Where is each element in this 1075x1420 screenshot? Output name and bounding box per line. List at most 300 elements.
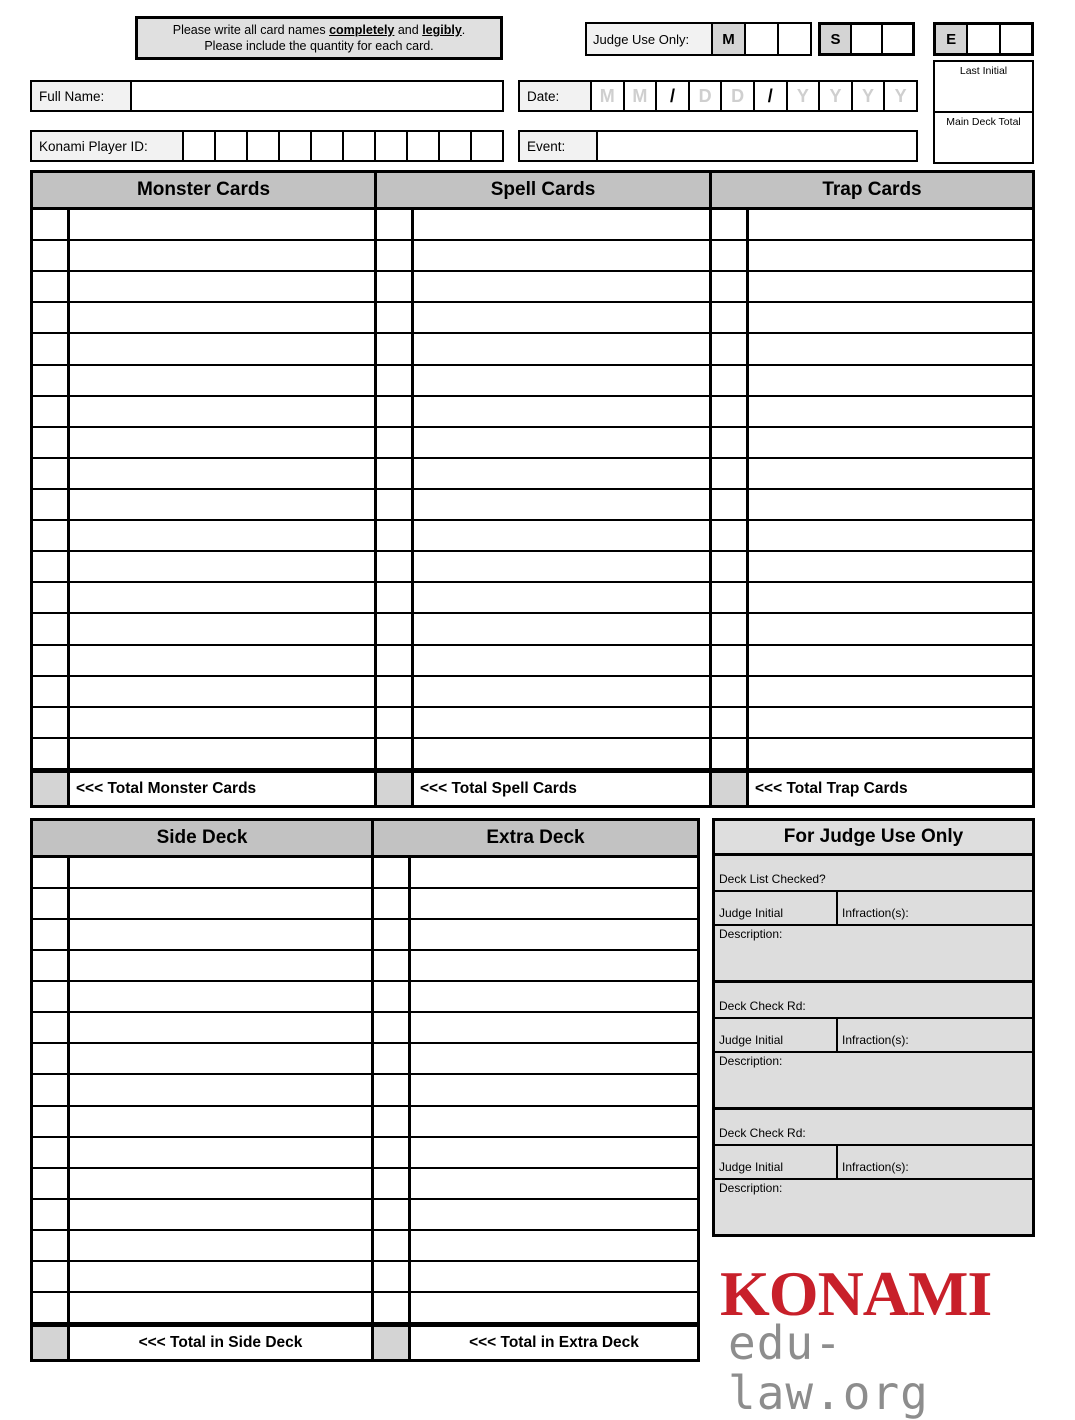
- monster-quantity-input-7[interactable]: [33, 397, 70, 426]
- instructions-line-1-part-e: .: [461, 23, 466, 37]
- side-quantity-input-4[interactable]: [33, 951, 70, 980]
- extra-card-name-input-3[interactable]: [411, 920, 697, 949]
- monster-quantity-input-16[interactable]: [33, 677, 70, 706]
- konami-player-id-box-10[interactable]: [472, 132, 502, 160]
- extra-quantity-input-7[interactable]: [374, 1044, 411, 1073]
- spell-card-name-input-15[interactable]: [414, 646, 709, 675]
- spell-quantity-input-15[interactable]: [377, 646, 414, 675]
- instructions-emphasis-legibly: legibly: [422, 23, 462, 37]
- extra-card-name-input-10[interactable]: [411, 1138, 697, 1167]
- side-card-name-input-1[interactable]: [70, 858, 371, 887]
- table-row: [712, 614, 1032, 645]
- extra-quantity-input-4[interactable]: [374, 951, 411, 980]
- trap-card-name-input-3[interactable]: [749, 272, 1032, 301]
- konami-player-id-box-7[interactable]: [376, 132, 408, 160]
- extra-quantity-input-5[interactable]: [374, 982, 411, 1011]
- spell-quantity-input-9[interactable]: [377, 459, 414, 488]
- table-row: [377, 241, 709, 272]
- spell-rows: [377, 210, 709, 770]
- extra-card-name-input-7[interactable]: [411, 1044, 697, 1073]
- event-label: Event:: [520, 132, 598, 160]
- judge-s-blank-2[interactable]: [881, 25, 912, 53]
- side-total-input[interactable]: [33, 1327, 70, 1359]
- side-card-name-input-3[interactable]: [70, 920, 371, 949]
- monster-total-label: <<< Total Monster Cards: [76, 780, 257, 797]
- judge-block-1-description[interactable]: Description:: [719, 927, 783, 941]
- trap-quantity-input-5[interactable]: [712, 334, 749, 363]
- main-deck-total-cell[interactable]: [935, 113, 1032, 162]
- side-quantity-input-5[interactable]: [33, 982, 70, 1011]
- date-box-5[interactable]: D: [722, 82, 755, 110]
- trap-card-name-input-1[interactable]: [749, 210, 1032, 239]
- extra-total-input[interactable]: [374, 1327, 411, 1359]
- extra-card-name-input-6[interactable]: [411, 1013, 697, 1042]
- table-row: [377, 521, 709, 552]
- trap-quantity-input-4[interactable]: [712, 303, 749, 332]
- spell-card-name-input-7[interactable]: [414, 397, 709, 426]
- konami-player-id-box-9[interactable]: [440, 132, 472, 160]
- side-quantity-input-12[interactable]: [33, 1200, 70, 1229]
- extra-quantity-input-1[interactable]: [374, 858, 411, 887]
- side-card-name-input-8[interactable]: [70, 1075, 371, 1104]
- monster-card-name-input-13[interactable]: [70, 583, 374, 612]
- table-row: [33, 614, 374, 645]
- table-row: [712, 552, 1032, 583]
- monster-quantity-input-11[interactable]: [33, 521, 70, 550]
- spell-quantity-input-14[interactable]: [377, 614, 414, 643]
- monster-quantity-input-3[interactable]: [33, 272, 70, 301]
- spell-card-name-input-12[interactable]: [414, 552, 709, 581]
- table-row: [33, 210, 374, 241]
- trap-card-name-input-9[interactable]: [749, 459, 1032, 488]
- side-card-name-input-10[interactable]: [70, 1138, 371, 1167]
- trap-total-input[interactable]: [712, 773, 749, 805]
- table-row: [33, 889, 371, 920]
- trap-card-name-input-4[interactable]: [749, 303, 1032, 332]
- trap-quantity-input-7[interactable]: [712, 397, 749, 426]
- extra-quantity-input-10[interactable]: [374, 1138, 411, 1167]
- extra-card-name-input-14[interactable]: [411, 1262, 697, 1291]
- date-row: [518, 80, 918, 112]
- judge-block-2-description[interactable]: Description:: [719, 1054, 783, 1068]
- table-row: [712, 428, 1032, 459]
- date-box-2[interactable]: M: [625, 82, 658, 110]
- table-row: [374, 1231, 697, 1262]
- spell-card-name-input-13[interactable]: [414, 583, 709, 612]
- trap-card-name-input-16[interactable]: [749, 677, 1032, 706]
- monster-card-name-input-10[interactable]: [70, 490, 374, 519]
- extra-card-name-input-13[interactable]: [411, 1231, 697, 1260]
- trap-quantity-input-16[interactable]: [712, 677, 749, 706]
- spell-card-name-input-16[interactable]: [414, 677, 709, 706]
- trap-quantity-input-10[interactable]: [712, 490, 749, 519]
- side-card-name-input-12[interactable]: [70, 1200, 371, 1229]
- table-row: [377, 708, 709, 739]
- table-row: [374, 1262, 697, 1293]
- trap-quantity-input-11[interactable]: [712, 521, 749, 550]
- table-row: [374, 1138, 697, 1169]
- side-quantity-input-11[interactable]: [33, 1169, 70, 1198]
- spell-card-name-input-11[interactable]: [414, 521, 709, 550]
- side-total-label: <<< Total in Side Deck: [138, 1334, 303, 1351]
- spell-total-label: <<< Total Spell Cards: [420, 780, 577, 797]
- monster-quantity-input-8[interactable]: [33, 428, 70, 457]
- judge-block-3-infractions[interactable]: Infraction(s):: [842, 1160, 909, 1174]
- trap-quantity-input-2[interactable]: [712, 241, 749, 270]
- extra-card-name-input-4[interactable]: [411, 951, 697, 980]
- judge-block-3-description[interactable]: Description:: [719, 1181, 783, 1195]
- extra-quantity-input-15[interactable]: [374, 1293, 411, 1322]
- extra-quantity-input-6[interactable]: [374, 1013, 411, 1042]
- monster-card-name-input-12[interactable]: [70, 552, 374, 581]
- trap-card-name-input-7[interactable]: [749, 397, 1032, 426]
- table-row: [374, 889, 697, 920]
- monster-quantity-input-17[interactable]: [33, 708, 70, 737]
- konami-player-id-box-1[interactable]: [184, 132, 216, 160]
- spell-quantity-input-7[interactable]: [377, 397, 414, 426]
- judge-s-code: S: [821, 25, 850, 53]
- instructions-emphasis-completely: completely: [329, 23, 395, 37]
- table-row: [374, 920, 697, 951]
- table-row: [33, 303, 374, 334]
- judge-blocks-host: [715, 856, 1032, 1234]
- date-separator-2: /: [755, 82, 788, 110]
- table-row: [712, 459, 1032, 490]
- spell-card-name-input-14[interactable]: [414, 614, 709, 643]
- side-quantity-input-8[interactable]: [33, 1075, 70, 1104]
- table-row: [33, 521, 374, 552]
- spell-quantity-input-17[interactable]: [377, 708, 414, 737]
- judge-block-1-title[interactable]: Deck List Checked?: [715, 856, 1032, 892]
- trap-quantity-input-15[interactable]: [712, 646, 749, 675]
- spell-quantity-input-6[interactable]: [377, 366, 414, 395]
- trap-quantity-input-13[interactable]: [712, 583, 749, 612]
- full-name-row: [30, 80, 504, 112]
- table-row: [377, 272, 709, 303]
- monster-card-name-input-3[interactable]: [70, 272, 374, 301]
- trap-card-name-input-6[interactable]: [749, 366, 1032, 395]
- spell-quantity-input-11[interactable]: [377, 521, 414, 550]
- event-input[interactable]: [598, 132, 916, 160]
- extra-card-name-input-15[interactable]: [411, 1293, 697, 1322]
- konami-player-id-box-4[interactable]: [280, 132, 312, 160]
- table-row: [33, 552, 374, 583]
- extra-quantity-input-9[interactable]: [374, 1107, 411, 1136]
- trap-cards-column: [712, 173, 1032, 805]
- trap-card-name-input-11[interactable]: [749, 521, 1032, 550]
- extra-quantity-input-2[interactable]: [374, 889, 411, 918]
- instructions-line-1-part-c: and: [394, 23, 423, 37]
- for-judge-use-only-title: For Judge Use Only: [715, 821, 1032, 856]
- table-row: [377, 397, 709, 428]
- table-row: [33, 739, 374, 770]
- judge-block-1-judge-initial[interactable]: Judge Initial: [715, 892, 838, 924]
- instructions-line-1: [173, 22, 466, 38]
- side-quantity-input-7[interactable]: [33, 1044, 70, 1073]
- table-row: [33, 708, 374, 739]
- side-column-header: Side Deck: [33, 821, 371, 858]
- extra-card-name-input-11[interactable]: [411, 1169, 697, 1198]
- trap-quantity-input-6[interactable]: [712, 366, 749, 395]
- side-card-name-input-11[interactable]: [70, 1169, 371, 1198]
- table-row: [374, 858, 697, 889]
- side-quantity-input-3[interactable]: [33, 920, 70, 949]
- spell-card-name-input-2[interactable]: [414, 241, 709, 270]
- table-row: [712, 583, 1032, 614]
- date-box-7[interactable]: Y: [788, 82, 821, 110]
- side-quantity-input-10[interactable]: [33, 1138, 70, 1167]
- extra-quantity-input-12[interactable]: [374, 1200, 411, 1229]
- side-card-name-input-15[interactable]: [70, 1293, 371, 1322]
- table-row: [374, 1075, 697, 1106]
- extra-quantity-input-8[interactable]: [374, 1075, 411, 1104]
- spell-quantity-input-8[interactable]: [377, 428, 414, 457]
- spell-quantity-input-5[interactable]: [377, 334, 414, 363]
- spell-card-name-input-8[interactable]: [414, 428, 709, 457]
- table-row: [33, 241, 374, 272]
- trap-quantity-input-12[interactable]: [712, 552, 749, 581]
- table-row: [33, 1169, 371, 1200]
- monster-card-name-input-17[interactable]: [70, 708, 374, 737]
- judge-block-2-infractions[interactable]: Infraction(s):: [842, 1033, 909, 1047]
- konami-player-id-box-6[interactable]: [344, 132, 376, 160]
- trap-quantity-input-14[interactable]: [712, 614, 749, 643]
- judge-s-blank-1[interactable]: [850, 25, 881, 53]
- table-row: [712, 397, 1032, 428]
- table-row: [374, 1200, 697, 1231]
- spell-quantity-input-4[interactable]: [377, 303, 414, 332]
- table-row: [712, 646, 1032, 677]
- table-row: [33, 951, 371, 982]
- judge-m-blank-2[interactable]: [777, 24, 810, 54]
- monster-card-name-input-18[interactable]: [70, 739, 374, 768]
- judge-use-only-s-group: [818, 22, 915, 56]
- monster-quantity-input-13[interactable]: [33, 583, 70, 612]
- monster-quantity-input-2[interactable]: [33, 241, 70, 270]
- spell-total-input[interactable]: [377, 773, 414, 805]
- side-card-name-input-6[interactable]: [70, 1013, 371, 1042]
- side-quantity-input-2[interactable]: [33, 889, 70, 918]
- table-row: [377, 739, 709, 770]
- trap-total-label: <<< Total Trap Cards: [755, 780, 908, 797]
- table-row: [377, 210, 709, 241]
- judge-e-blank-1[interactable]: [966, 25, 998, 53]
- monster-quantity-input-12[interactable]: [33, 552, 70, 581]
- trap-card-name-input-10[interactable]: [749, 490, 1032, 519]
- side-quantity-input-13[interactable]: [33, 1231, 70, 1260]
- table-row: [374, 1044, 697, 1075]
- monster-card-name-input-7[interactable]: [70, 397, 374, 426]
- judge-block-1-infractions[interactable]: Infraction(s):: [842, 906, 909, 920]
- judge-m-blank-1[interactable]: [744, 24, 777, 54]
- side-card-name-input-13[interactable]: [70, 1231, 371, 1260]
- extra-quantity-input-13[interactable]: [374, 1231, 411, 1260]
- trap-quantity-input-1[interactable]: [712, 210, 749, 239]
- judge-block-2: [715, 983, 1032, 1110]
- table-row: [33, 982, 371, 1013]
- trap-card-name-input-2[interactable]: [749, 241, 1032, 270]
- table-row: [712, 521, 1032, 552]
- trap-quantity-input-17[interactable]: [712, 708, 749, 737]
- extra-total-label: <<< Total in Extra Deck: [469, 1334, 639, 1351]
- table-row: [33, 272, 374, 303]
- spell-card-name-input-9[interactable]: [414, 459, 709, 488]
- trap-card-name-input-15[interactable]: [749, 646, 1032, 675]
- spell-quantity-input-16[interactable]: [377, 677, 414, 706]
- side-quantity-input-6[interactable]: [33, 1013, 70, 1042]
- table-row: [377, 303, 709, 334]
- monster-card-name-input-15[interactable]: [70, 646, 374, 675]
- extra-quantity-input-14[interactable]: [374, 1262, 411, 1291]
- table-row: [33, 334, 374, 365]
- side-quantity-input-14[interactable]: [33, 1262, 70, 1291]
- monster-cards-column: [33, 173, 377, 805]
- table-row: [33, 366, 374, 397]
- konami-player-id-box-8[interactable]: [408, 132, 440, 160]
- table-row: [712, 490, 1032, 521]
- date-box-10[interactable]: Y: [894, 85, 907, 106]
- monster-quantity-input-9[interactable]: [33, 459, 70, 488]
- spell-card-name-input-4[interactable]: [414, 303, 709, 332]
- monster-card-name-input-1[interactable]: [70, 210, 374, 239]
- trap-card-name-input-5[interactable]: [749, 334, 1032, 363]
- monster-card-name-input-4[interactable]: [70, 303, 374, 332]
- monster-quantity-input-4[interactable]: [33, 303, 70, 332]
- monster-card-name-input-5[interactable]: [70, 334, 374, 363]
- monster-quantity-input-18[interactable]: [33, 739, 70, 768]
- judge-block-1-initial-row: [715, 892, 1032, 926]
- side-card-name-input-9[interactable]: [70, 1107, 371, 1136]
- spell-card-name-input-17[interactable]: [414, 708, 709, 737]
- monster-card-name-input-14[interactable]: [70, 614, 374, 643]
- spell-card-name-input-6[interactable]: [414, 366, 709, 395]
- date-box-4[interactable]: D: [690, 82, 723, 110]
- monster-quantity-input-1[interactable]: [33, 210, 70, 239]
- table-row: [712, 272, 1032, 303]
- table-row: [377, 614, 709, 645]
- date-box-1[interactable]: M: [592, 82, 625, 110]
- table-row: [712, 210, 1032, 241]
- spell-card-name-input-5[interactable]: [414, 334, 709, 363]
- spell-quantity-input-1[interactable]: [377, 210, 414, 239]
- spell-card-name-input-1[interactable]: [414, 210, 709, 239]
- monster-quantity-input-14[interactable]: [33, 614, 70, 643]
- side-quantity-input-15[interactable]: [33, 1293, 70, 1322]
- date-box-8[interactable]: Y: [820, 82, 853, 110]
- monster-card-name-input-2[interactable]: [70, 241, 374, 270]
- monster-card-name-input-9[interactable]: [70, 459, 374, 488]
- judge-e-blank-2[interactable]: [999, 25, 1031, 53]
- extra-card-name-input-12[interactable]: [411, 1200, 697, 1229]
- extra-quantity-input-11[interactable]: [374, 1169, 411, 1198]
- table-row: [712, 677, 1032, 708]
- monster-quantity-input-5[interactable]: [33, 334, 70, 363]
- konami-player-id-row: [30, 130, 504, 162]
- extra-card-name-input-2[interactable]: [411, 889, 697, 918]
- date-box-9[interactable]: Y: [853, 82, 886, 110]
- table-row: [377, 490, 709, 521]
- monster-card-name-input-6[interactable]: [70, 366, 374, 395]
- side-card-name-input-7[interactable]: [70, 1044, 371, 1073]
- judge-block-3: [715, 1110, 1032, 1234]
- side-quantity-input-9[interactable]: [33, 1107, 70, 1136]
- spell-quantity-input-13[interactable]: [377, 583, 414, 612]
- trap-card-name-input-14[interactable]: [749, 614, 1032, 643]
- trap-card-name-input-8[interactable]: [749, 428, 1032, 457]
- table-row: [712, 739, 1032, 770]
- side-card-name-input-14[interactable]: [70, 1262, 371, 1291]
- monster-quantity-input-6[interactable]: [33, 366, 70, 395]
- trap-quantity-input-3[interactable]: [712, 272, 749, 301]
- side-card-name-input-5[interactable]: [70, 982, 371, 1011]
- trap-card-name-input-17[interactable]: [749, 708, 1032, 737]
- trap-card-name-input-12[interactable]: [749, 552, 1032, 581]
- extra-card-name-input-8[interactable]: [411, 1075, 697, 1104]
- konami-player-id-box-2[interactable]: [216, 132, 248, 160]
- for-judge-use-only-panel: [712, 818, 1035, 1237]
- spell-quantity-input-2[interactable]: [377, 241, 414, 270]
- table-row: [33, 428, 374, 459]
- side-quantity-input-1[interactable]: [33, 858, 70, 887]
- spell-quantity-input-18[interactable]: [377, 739, 414, 768]
- trap-quantity-input-9[interactable]: [712, 459, 749, 488]
- judge-block-2-title[interactable]: Deck Check Rd:: [715, 983, 1032, 1019]
- extra-total-row: [374, 1324, 697, 1359]
- monster-card-name-input-11[interactable]: [70, 521, 374, 550]
- spell-cards-column: [377, 173, 712, 805]
- table-row: [33, 397, 374, 428]
- konami-player-id-box-5[interactable]: [312, 132, 344, 160]
- full-name-label: Full Name:: [32, 82, 132, 110]
- judge-block-2-judge-initial[interactable]: Judge Initial: [715, 1019, 838, 1051]
- table-row: [374, 1013, 697, 1044]
- table-row: [712, 241, 1032, 272]
- judge-block-3-title[interactable]: Deck Check Rd:: [715, 1110, 1032, 1146]
- monster-quantity-input-15[interactable]: [33, 646, 70, 675]
- extra-card-name-input-9[interactable]: [411, 1107, 697, 1136]
- spell-quantity-input-12[interactable]: [377, 552, 414, 581]
- spell-quantity-input-10[interactable]: [377, 490, 414, 519]
- spell-card-name-input-10[interactable]: [414, 490, 709, 519]
- extra-card-name-input-1[interactable]: [411, 858, 697, 887]
- trap-card-name-input-13[interactable]: [749, 583, 1032, 612]
- monster-quantity-input-10[interactable]: [33, 490, 70, 519]
- spell-card-name-input-18[interactable]: [414, 739, 709, 768]
- trap-quantity-input-8[interactable]: [712, 428, 749, 457]
- extra-card-name-input-5[interactable]: [411, 982, 697, 1011]
- monster-card-name-input-16[interactable]: [70, 677, 374, 706]
- judge-block-3-judge-initial[interactable]: Judge Initial: [715, 1146, 838, 1178]
- extra-quantity-input-3[interactable]: [374, 920, 411, 949]
- konami-logo: KONAMI: [720, 1258, 992, 1329]
- trap-card-name-input-18[interactable]: [749, 739, 1032, 768]
- side-card-name-input-4[interactable]: [70, 951, 371, 980]
- spell-card-name-input-3[interactable]: [414, 272, 709, 301]
- full-name-input[interactable]: [132, 82, 502, 110]
- monster-card-name-input-8[interactable]: [70, 428, 374, 457]
- konami-player-id-box-3[interactable]: [248, 132, 280, 160]
- last-initial-cell[interactable]: [935, 62, 1032, 113]
- spell-quantity-input-3[interactable]: [377, 272, 414, 301]
- monster-total-input[interactable]: [33, 773, 70, 805]
- trap-quantity-input-18[interactable]: [712, 739, 749, 768]
- side-card-name-input-2[interactable]: [70, 889, 371, 918]
- table-row: [33, 920, 371, 951]
- monster-rows: [33, 210, 374, 770]
- table-row: [377, 583, 709, 614]
- table-row: [712, 334, 1032, 365]
- trap-column-header: Trap Cards: [712, 173, 1032, 210]
